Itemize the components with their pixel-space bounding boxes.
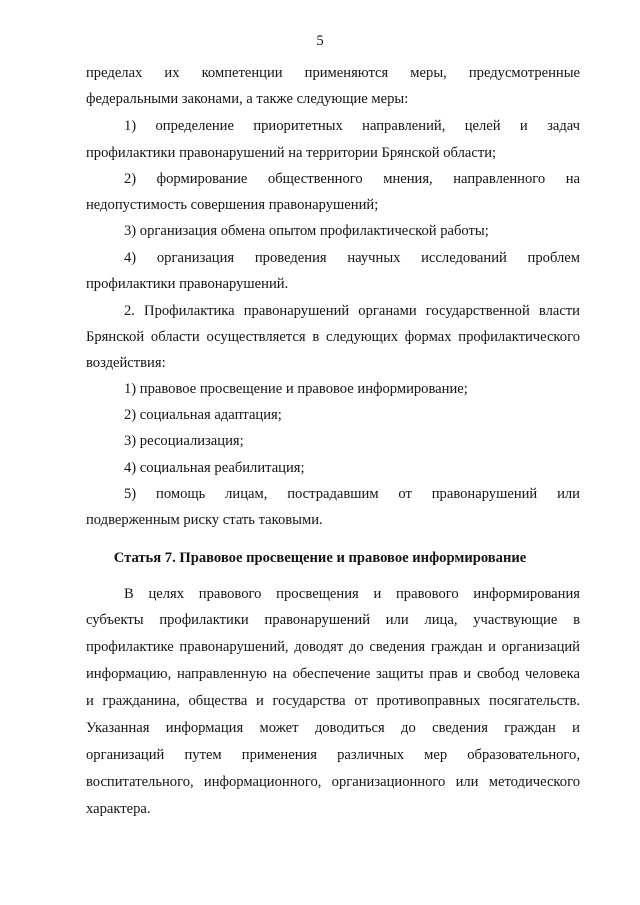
- text-line: и гражданина, общества и государства от противоправных посягательств.: [86, 693, 580, 709]
- text-line: 2. Профилактика правонарушений органами государственной власти: [124, 303, 580, 319]
- text-line: 4) организация проведения научных исследований проблем: [124, 250, 580, 266]
- text-line: профилактики правонарушений.: [86, 276, 289, 292]
- text-line: воспитательного, информационного, организационного или методического: [86, 774, 580, 790]
- text-line: воздействия:: [86, 355, 166, 371]
- text-line: федеральными законами, а также следующие меры:: [86, 91, 409, 107]
- text-line: информацию, направленную на обеспечение защиты прав и свобод человека: [86, 666, 580, 682]
- text-line: профилактике правонарушений, доводят до сведения граждан и организаций: [86, 639, 580, 655]
- text-line: 1) правовое просвещение и правовое информирование;: [124, 381, 468, 397]
- text-line: 4) социальная реабилитация;: [124, 460, 305, 476]
- text-line: В целях правового просвещения и правового информирования: [124, 586, 580, 602]
- text-line: характера.: [86, 801, 151, 817]
- text-line: профилактики правонарушений на территории Брянской области;: [86, 145, 497, 161]
- text-line: пределах их компетенции применяются меры, предусмотренные: [86, 65, 580, 81]
- text-line: недопустимость совершения правонарушений;: [86, 197, 379, 213]
- text-line: организаций путем применения различных мер образовательного,: [86, 747, 580, 763]
- text-line: подверженным риску стать таковыми.: [86, 512, 323, 528]
- text-line: 1) определение приоритетных направлений, целей и задач: [124, 118, 580, 134]
- text-line: 3) ресоциализация;: [124, 433, 244, 449]
- text-line: субъекты профилактики правонарушений или лица, участвующие в: [86, 612, 580, 628]
- page-number: 5: [316, 33, 324, 49]
- article-heading: Статья 7. Правовое просвещение и правовое информирование: [113, 550, 527, 566]
- text-line: Брянской области осуществляется в следующих формах профилактического: [86, 329, 580, 345]
- text-line: Указанная информация может доводиться до сведения граждан и: [86, 720, 580, 736]
- text-line: 2) социальная адаптация;: [124, 407, 282, 423]
- text-line: 5) помощь лицам, пострадавшим от правонарушений или: [124, 486, 580, 502]
- text-line: 2) формирование общественного мнения, направленного на: [124, 171, 580, 187]
- text-line: 3) организация обмена опытом профилактической работы;: [124, 223, 489, 239]
